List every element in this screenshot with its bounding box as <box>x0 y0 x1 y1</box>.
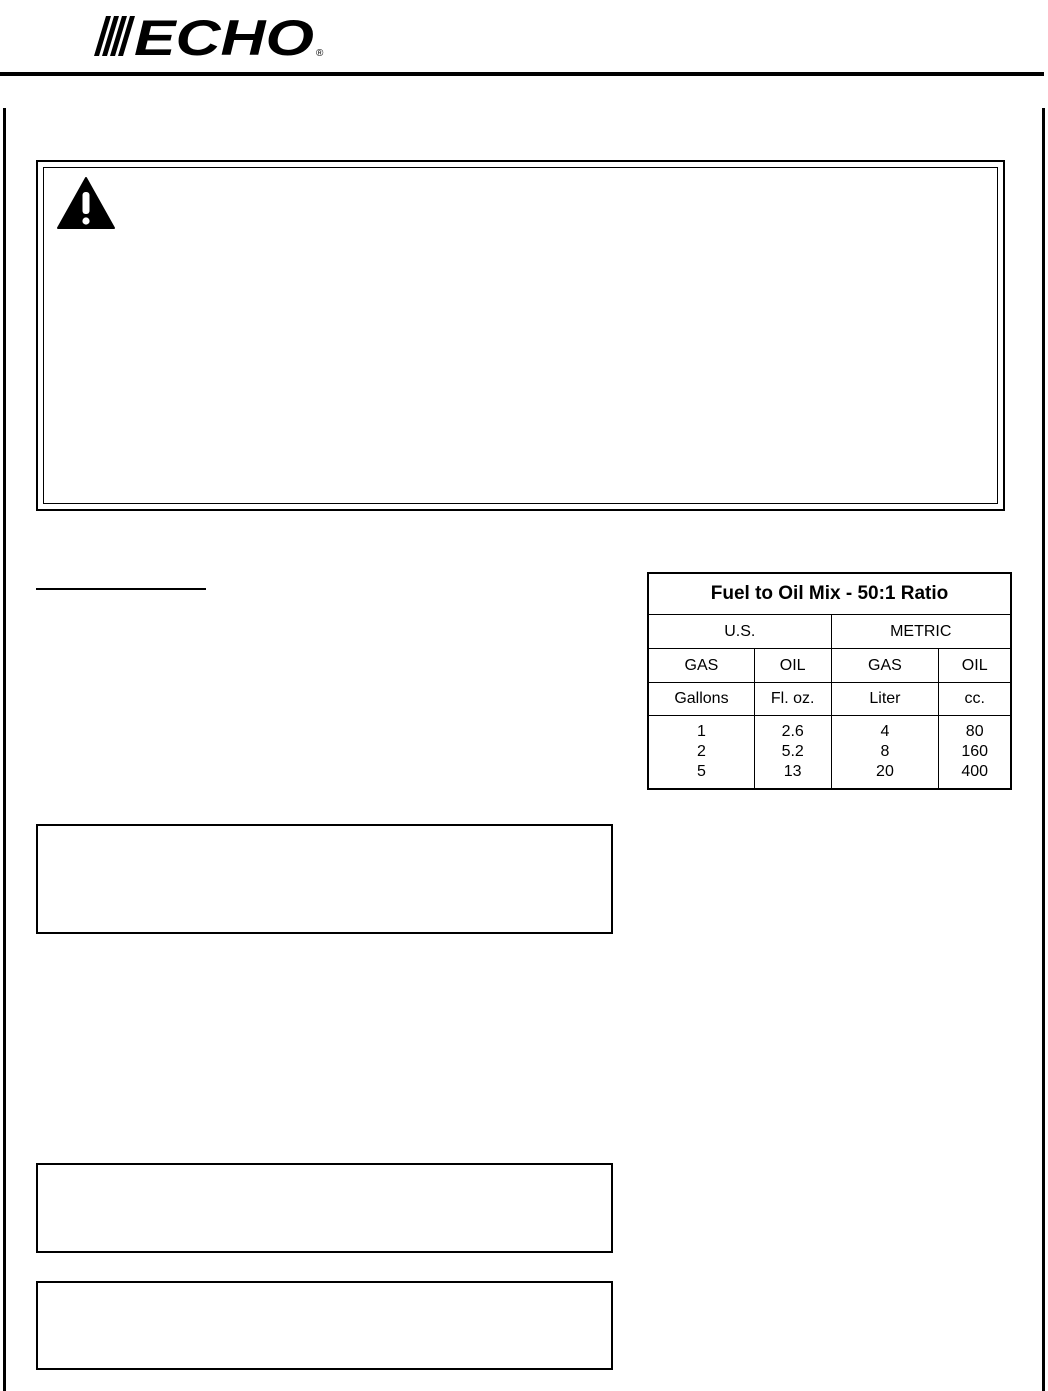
note-box <box>36 1281 613 1370</box>
echo-logo <box>80 10 330 60</box>
fuel-oil-mix-table <box>647 572 1012 790</box>
warning-box <box>36 160 1005 511</box>
right-margin-rule <box>1042 108 1045 1391</box>
unit-label: Liter <box>831 683 939 716</box>
table-cell: 400 <box>961 763 989 780</box>
system-metric: METRIC <box>831 615 1011 649</box>
table-cell: 2 <box>696 743 706 760</box>
table-title: Fuel to Oil Mix - 50:1 Ratio <box>648 573 1011 615</box>
header-rule <box>0 72 1044 76</box>
table-cell: 1 <box>696 723 706 740</box>
oil-floz-values <box>754 716 831 790</box>
oil-cc-values <box>939 716 1011 790</box>
unit-label: cc. <box>939 683 1011 716</box>
gas-gallons-values <box>648 716 754 790</box>
table-cell: 160 <box>961 743 989 760</box>
table-cell: 5.2 <box>781 743 804 760</box>
table-cell: 80 <box>965 723 984 740</box>
warning-triangle-icon <box>56 176 116 230</box>
column-header: GAS <box>831 649 939 683</box>
table-cell: 5 <box>696 763 706 780</box>
table-cell: 2.6 <box>781 723 804 740</box>
table-cell: 20 <box>876 763 894 780</box>
column-header: OIL <box>939 649 1011 683</box>
warning-box-inner <box>43 167 998 504</box>
table-cell: 13 <box>783 763 802 780</box>
table-cell: 4 <box>880 723 890 740</box>
section-heading-underline <box>36 588 206 590</box>
gas-liter-values <box>831 716 939 790</box>
column-header: OIL <box>754 649 831 683</box>
note-box <box>36 1163 613 1253</box>
svg-text:ECHO: ECHO <box>134 10 315 60</box>
unit-label: Gallons <box>648 683 754 716</box>
svg-text:®: ® <box>316 48 324 59</box>
column-header: GAS <box>648 649 754 683</box>
unit-label: Fl. oz. <box>754 683 831 716</box>
system-us: U.S. <box>648 615 831 649</box>
table-cell: 8 <box>880 743 890 760</box>
left-margin-rule <box>3 108 6 1391</box>
note-box <box>36 824 613 934</box>
